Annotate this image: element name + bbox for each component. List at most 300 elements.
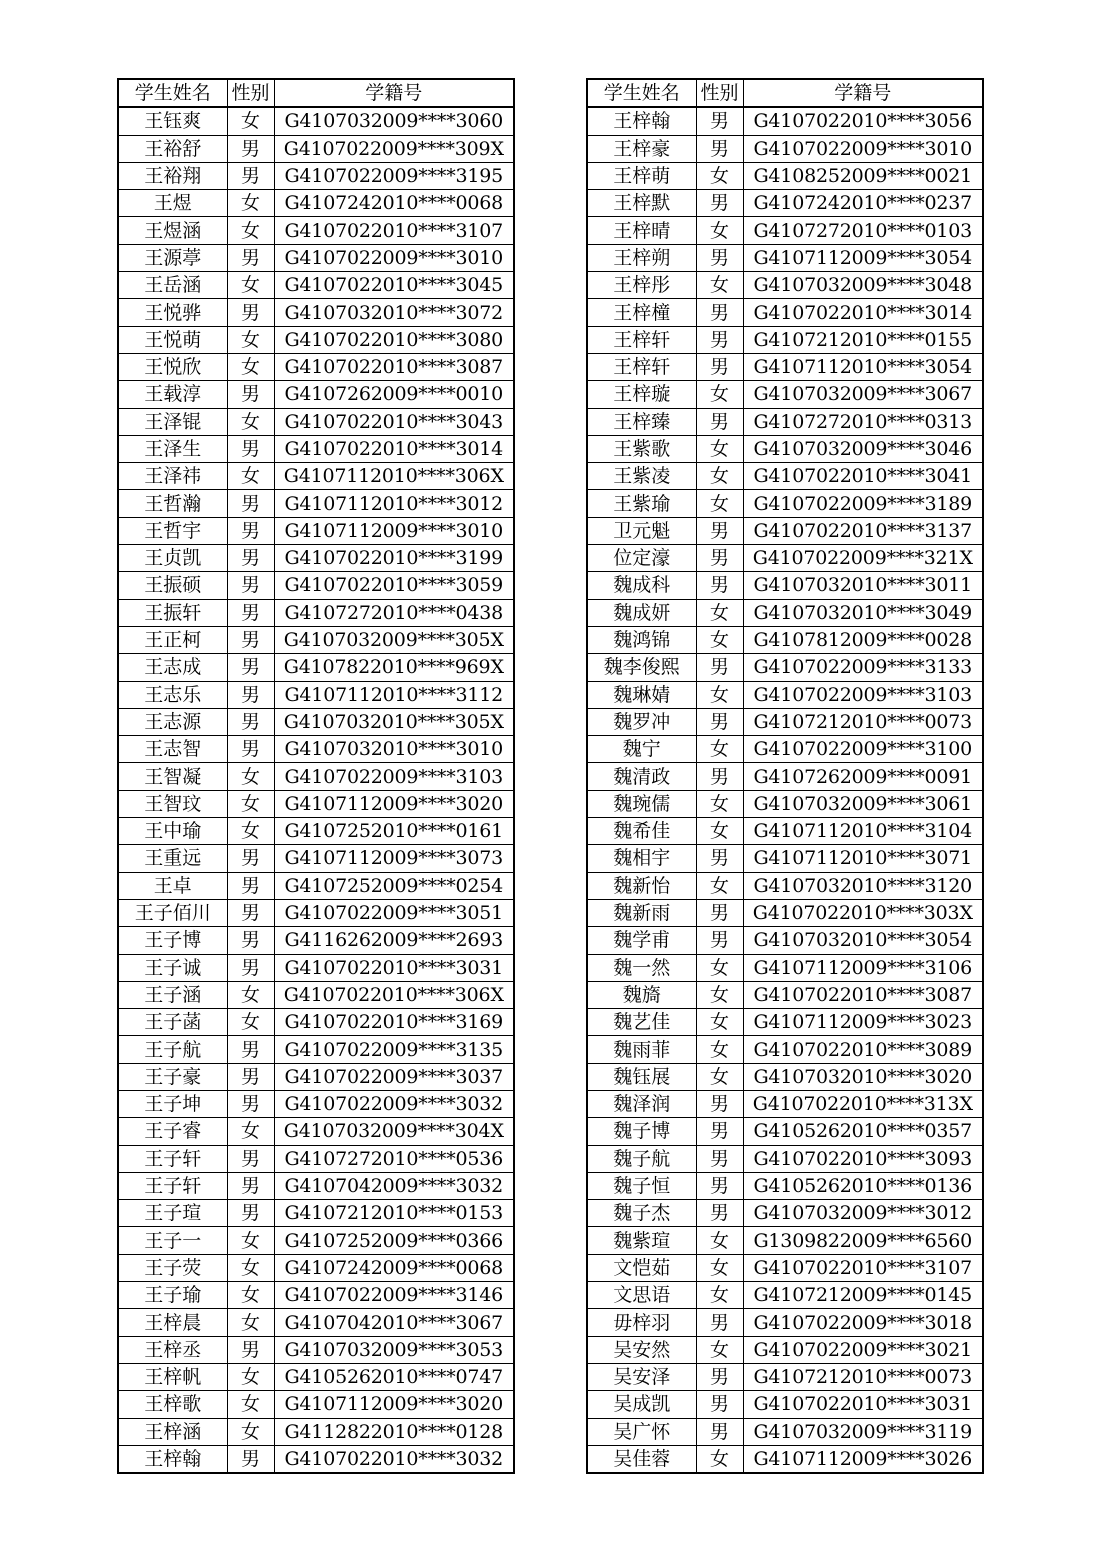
student-name: 魏雨菲 bbox=[587, 1036, 696, 1063]
table-row bbox=[118, 736, 514, 763]
student-id: G4107022009****3018 bbox=[743, 1309, 983, 1336]
table-row bbox=[587, 763, 983, 790]
student-gender: 男 bbox=[227, 708, 274, 735]
student-gender: 女 bbox=[696, 1254, 743, 1281]
student-name: 王紫凌 bbox=[587, 463, 696, 490]
student-name: 王裕翔 bbox=[118, 162, 227, 189]
table-row bbox=[587, 463, 983, 490]
student-id: G4107822010****969X bbox=[274, 654, 514, 681]
student-name: 王梓朔 bbox=[587, 244, 696, 271]
student-gender: 女 bbox=[696, 954, 743, 981]
student-gender: 男 bbox=[227, 736, 274, 763]
student-gender: 男 bbox=[227, 545, 274, 572]
student-name: 魏鸿锦 bbox=[587, 626, 696, 653]
table-row bbox=[587, 626, 983, 653]
student-name: 王志乐 bbox=[118, 681, 227, 708]
student-name: 王煜 bbox=[118, 190, 227, 217]
table-row bbox=[118, 1200, 514, 1227]
student-name: 王梓轩 bbox=[587, 326, 696, 353]
student-gender: 女 bbox=[227, 1309, 274, 1336]
student-id: G4107022009****3189 bbox=[743, 490, 983, 517]
student-id: G4107022009****3103 bbox=[743, 681, 983, 708]
student-id: G4107022009****3037 bbox=[274, 1063, 514, 1090]
student-name: 魏相宇 bbox=[587, 845, 696, 872]
student-gender: 男 bbox=[227, 845, 274, 872]
table-row bbox=[118, 654, 514, 681]
table-row bbox=[587, 1118, 983, 1145]
student-id: G4107022010****3093 bbox=[743, 1145, 983, 1172]
student-id: G4107262009****0010 bbox=[274, 381, 514, 408]
student-id: G4107112009****3023 bbox=[743, 1009, 983, 1036]
student-gender: 男 bbox=[227, 490, 274, 517]
student-id: G4107812009****0028 bbox=[743, 626, 983, 653]
student-name: 吴广怀 bbox=[587, 1418, 696, 1445]
student-id: G4107272010****0313 bbox=[743, 408, 983, 435]
student-gender: 女 bbox=[696, 490, 743, 517]
student-gender: 男 bbox=[696, 517, 743, 544]
table-row bbox=[587, 490, 983, 517]
table-row bbox=[118, 899, 514, 926]
table-row bbox=[587, 217, 983, 244]
table-row bbox=[118, 1336, 514, 1363]
student-id: G4107022009****3100 bbox=[743, 736, 983, 763]
table-row bbox=[118, 763, 514, 790]
student-id: G4107042010****3067 bbox=[274, 1309, 514, 1336]
table-row bbox=[587, 1227, 983, 1254]
student-name: 王志智 bbox=[118, 736, 227, 763]
table-row bbox=[118, 463, 514, 490]
student-gender: 女 bbox=[227, 818, 274, 845]
student-gender: 女 bbox=[227, 981, 274, 1008]
table-row bbox=[587, 1254, 983, 1281]
student-gender: 男 bbox=[227, 899, 274, 926]
student-gender: 男 bbox=[696, 1391, 743, 1418]
student-id: G4107032009****3048 bbox=[743, 272, 983, 299]
student-gender: 男 bbox=[227, 1172, 274, 1199]
student-name: 吴安泽 bbox=[587, 1363, 696, 1390]
table-row bbox=[587, 1063, 983, 1090]
student-name: 王梓豪 bbox=[587, 135, 696, 162]
table-row bbox=[118, 927, 514, 954]
student-id: G4107112009****3020 bbox=[274, 790, 514, 817]
student-id: G4107022010****3041 bbox=[743, 463, 983, 490]
student-gender: 男 bbox=[227, 626, 274, 653]
table-row bbox=[118, 1145, 514, 1172]
table-row bbox=[118, 272, 514, 299]
table-row bbox=[587, 1445, 983, 1473]
table-row bbox=[587, 736, 983, 763]
student-name: 王梓轩 bbox=[587, 353, 696, 380]
student-id: G4107022010****303X bbox=[743, 899, 983, 926]
student-id: G4107022010****3056 bbox=[743, 107, 983, 135]
student-gender: 男 bbox=[227, 517, 274, 544]
student-gender: 男 bbox=[696, 1418, 743, 1445]
student-gender: 女 bbox=[696, 818, 743, 845]
student-id: G4108252009****0021 bbox=[743, 162, 983, 189]
student-id: G4107022010****3031 bbox=[274, 954, 514, 981]
student-name: 王钰爽 bbox=[118, 107, 227, 135]
table-row bbox=[587, 435, 983, 462]
table-row bbox=[118, 244, 514, 271]
student-id: G4107032010****3072 bbox=[274, 299, 514, 326]
table-row bbox=[118, 872, 514, 899]
table-row bbox=[587, 954, 983, 981]
student-id: G4107112009****3106 bbox=[743, 954, 983, 981]
student-gender: 女 bbox=[696, 463, 743, 490]
student-name: 王子诚 bbox=[118, 954, 227, 981]
table-row bbox=[587, 272, 983, 299]
student-gender: 女 bbox=[227, 763, 274, 790]
student-gender: 女 bbox=[696, 381, 743, 408]
student-gender: 男 bbox=[227, 572, 274, 599]
student-id: G4107022009****3103 bbox=[274, 763, 514, 790]
student-gender: 女 bbox=[227, 1118, 274, 1145]
student-name: 王梓涵 bbox=[118, 1418, 227, 1445]
student-name: 王岳涵 bbox=[118, 272, 227, 299]
student-name: 魏紫瑄 bbox=[587, 1227, 696, 1254]
table-row bbox=[587, 1172, 983, 1199]
student-id: G4105262010****0136 bbox=[743, 1172, 983, 1199]
table-row bbox=[587, 818, 983, 845]
student-name: 王梓翰 bbox=[587, 107, 696, 135]
student-id: G4107112010****3054 bbox=[743, 353, 983, 380]
student-gender: 男 bbox=[696, 899, 743, 926]
student-gender: 女 bbox=[696, 1009, 743, 1036]
student-gender: 女 bbox=[227, 1391, 274, 1418]
table-row bbox=[587, 708, 983, 735]
student-gender: 女 bbox=[227, 1227, 274, 1254]
table-row bbox=[118, 845, 514, 872]
student-id: G4112822010****0128 bbox=[274, 1418, 514, 1445]
student-id: G4107032010****3049 bbox=[743, 599, 983, 626]
student-name: 王子涵 bbox=[118, 981, 227, 1008]
student-name: 吴成凯 bbox=[587, 1391, 696, 1418]
student-name: 魏新怡 bbox=[587, 872, 696, 899]
student-name: 魏钰展 bbox=[587, 1063, 696, 1090]
table-row bbox=[118, 708, 514, 735]
student-name: 王志成 bbox=[118, 654, 227, 681]
student-gender: 男 bbox=[227, 1200, 274, 1227]
table-row bbox=[118, 681, 514, 708]
student-name: 王悦欣 bbox=[118, 353, 227, 380]
table-row bbox=[587, 326, 983, 353]
header-gender: 性别 bbox=[227, 79, 274, 107]
table-row bbox=[587, 517, 983, 544]
student-id: G4107212010****0155 bbox=[743, 326, 983, 353]
student-id: G4107212009****0145 bbox=[743, 1282, 983, 1309]
table-row bbox=[118, 299, 514, 326]
student-name: 魏泽润 bbox=[587, 1090, 696, 1117]
student-gender: 男 bbox=[696, 299, 743, 326]
student-name: 位定濠 bbox=[587, 545, 696, 572]
table-row bbox=[587, 408, 983, 435]
student-name: 文思语 bbox=[587, 1282, 696, 1309]
student-id: G4107022009****3133 bbox=[743, 654, 983, 681]
student-id: G4107022009****3021 bbox=[743, 1336, 983, 1363]
student-id: G4116262009****2693 bbox=[274, 927, 514, 954]
student-gender: 女 bbox=[227, 1363, 274, 1390]
table-row bbox=[118, 954, 514, 981]
table-row bbox=[118, 162, 514, 189]
table-row bbox=[118, 1309, 514, 1336]
student-id: G4107032009****3060 bbox=[274, 107, 514, 135]
table-row bbox=[118, 381, 514, 408]
table-row bbox=[587, 299, 983, 326]
student-gender: 男 bbox=[696, 708, 743, 735]
student-name: 卫元魁 bbox=[587, 517, 696, 544]
student-id: G4107032009****3119 bbox=[743, 1418, 983, 1445]
student-gender: 男 bbox=[227, 681, 274, 708]
header-id: 学籍号 bbox=[274, 79, 514, 107]
student-id: G4107022010****3089 bbox=[743, 1036, 983, 1063]
table-row bbox=[118, 790, 514, 817]
student-id: G4107032010****3011 bbox=[743, 572, 983, 599]
student-id: G1309822009****6560 bbox=[743, 1227, 983, 1254]
student-id: G4107022010****306X bbox=[274, 981, 514, 1008]
table-row bbox=[118, 107, 514, 135]
table-row bbox=[118, 981, 514, 1008]
student-name: 王子菡 bbox=[118, 1009, 227, 1036]
student-gender: 女 bbox=[696, 1336, 743, 1363]
student-name: 王哲宇 bbox=[118, 517, 227, 544]
table-row bbox=[587, 1009, 983, 1036]
header-gender: 性别 bbox=[696, 79, 743, 107]
student-name: 魏子航 bbox=[587, 1145, 696, 1172]
student-name: 魏子恒 bbox=[587, 1172, 696, 1199]
table-header-row bbox=[587, 79, 983, 107]
student-gender: 女 bbox=[696, 1063, 743, 1090]
student-name: 王子坤 bbox=[118, 1090, 227, 1117]
student-id: G4107022009****3146 bbox=[274, 1282, 514, 1309]
student-id: G4107032009****3046 bbox=[743, 435, 983, 462]
student-gender: 男 bbox=[696, 190, 743, 217]
table-row bbox=[118, 1445, 514, 1473]
student-id: G4107022010****3045 bbox=[274, 272, 514, 299]
student-id: G4107022010****3014 bbox=[274, 435, 514, 462]
student-gender: 男 bbox=[227, 244, 274, 271]
table-row bbox=[118, 408, 514, 435]
student-id: G4107022010****3087 bbox=[274, 353, 514, 380]
table-row bbox=[587, 790, 983, 817]
table-row bbox=[118, 326, 514, 353]
student-gender: 男 bbox=[227, 381, 274, 408]
student-gender: 男 bbox=[696, 845, 743, 872]
table-row bbox=[587, 1418, 983, 1445]
student-gender: 男 bbox=[696, 1309, 743, 1336]
student-name: 王子豪 bbox=[118, 1063, 227, 1090]
student-name: 王梓晴 bbox=[587, 217, 696, 244]
table-body-left bbox=[118, 107, 514, 1473]
student-id: G4107022009****3010 bbox=[274, 244, 514, 271]
student-id: G4107272010****0536 bbox=[274, 1145, 514, 1172]
student-name: 王泽祎 bbox=[118, 463, 227, 490]
student-gender: 男 bbox=[696, 1200, 743, 1227]
student-id: G4107022010****3087 bbox=[743, 981, 983, 1008]
table-row bbox=[587, 1391, 983, 1418]
table-row bbox=[118, 490, 514, 517]
student-id: G4107032009****3067 bbox=[743, 381, 983, 408]
student-gender: 女 bbox=[696, 162, 743, 189]
table-row bbox=[587, 899, 983, 926]
student-id: G4107112010****3012 bbox=[274, 490, 514, 517]
student-gender: 女 bbox=[227, 1254, 274, 1281]
student-id: G4107112009****3054 bbox=[743, 244, 983, 271]
student-gender: 男 bbox=[227, 1090, 274, 1117]
student-name: 王卓 bbox=[118, 872, 227, 899]
student-gender: 女 bbox=[696, 1282, 743, 1309]
student-id: G4105262010****0747 bbox=[274, 1363, 514, 1390]
student-gender: 女 bbox=[696, 217, 743, 244]
table-row bbox=[118, 1090, 514, 1117]
student-gender: 男 bbox=[227, 954, 274, 981]
table-row bbox=[118, 1418, 514, 1445]
student-name: 王哲瀚 bbox=[118, 490, 227, 517]
student-name: 王振轩 bbox=[118, 599, 227, 626]
student-name: 魏艺佳 bbox=[587, 1009, 696, 1036]
table-row bbox=[118, 190, 514, 217]
student-name: 王梓彤 bbox=[587, 272, 696, 299]
student-name: 王载淳 bbox=[118, 381, 227, 408]
student-name: 王子轩 bbox=[118, 1145, 227, 1172]
student-name: 魏旖 bbox=[587, 981, 696, 1008]
student-gender: 女 bbox=[696, 626, 743, 653]
table-row bbox=[118, 217, 514, 244]
student-name: 王梓默 bbox=[587, 190, 696, 217]
student-name: 魏罗冲 bbox=[587, 708, 696, 735]
student-id: G4107022010****3107 bbox=[274, 217, 514, 244]
student-name: 王子轩 bbox=[118, 1172, 227, 1199]
student-gender: 男 bbox=[696, 1090, 743, 1117]
student-name: 吴安然 bbox=[587, 1336, 696, 1363]
table-row bbox=[587, 244, 983, 271]
student-gender: 男 bbox=[227, 435, 274, 462]
table-row bbox=[587, 1336, 983, 1363]
table-row bbox=[118, 1363, 514, 1390]
table-row bbox=[118, 1036, 514, 1063]
student-id: G4107032009****3012 bbox=[743, 1200, 983, 1227]
student-gender: 男 bbox=[696, 572, 743, 599]
student-gender: 男 bbox=[227, 135, 274, 162]
student-id: G4107032009****304X bbox=[274, 1118, 514, 1145]
student-id: G4107272010****0438 bbox=[274, 599, 514, 626]
table-row bbox=[587, 654, 983, 681]
table-row bbox=[118, 1391, 514, 1418]
student-id: G4107242010****0237 bbox=[743, 190, 983, 217]
student-id: G4107022009****309X bbox=[274, 135, 514, 162]
header-name: 学生姓名 bbox=[118, 79, 227, 107]
student-gender: 男 bbox=[696, 135, 743, 162]
student-name: 王煜涵 bbox=[118, 217, 227, 244]
student-name: 魏李俊熙 bbox=[587, 654, 696, 681]
student-id: G4107022010****313X bbox=[743, 1090, 983, 1117]
student-gender: 男 bbox=[227, 1036, 274, 1063]
student-gender: 女 bbox=[227, 1009, 274, 1036]
student-id: G4107212010****0073 bbox=[743, 1363, 983, 1390]
student-name: 王子瑄 bbox=[118, 1200, 227, 1227]
student-name: 王梓帆 bbox=[118, 1363, 227, 1390]
table-row bbox=[118, 818, 514, 845]
student-name: 王中瑜 bbox=[118, 818, 227, 845]
table-row bbox=[118, 1172, 514, 1199]
student-id: G4107112009****3010 bbox=[274, 517, 514, 544]
table-row bbox=[587, 545, 983, 572]
table-row bbox=[587, 1200, 983, 1227]
student-id: G4107032010****3010 bbox=[274, 736, 514, 763]
table-row bbox=[587, 872, 983, 899]
student-id: G4107022010****3080 bbox=[274, 326, 514, 353]
student-name: 王子睿 bbox=[118, 1118, 227, 1145]
student-id: G4107112009****3073 bbox=[274, 845, 514, 872]
student-name: 魏清政 bbox=[587, 763, 696, 790]
student-id: G4107022010****3137 bbox=[743, 517, 983, 544]
student-id: G4107022009****321X bbox=[743, 545, 983, 572]
student-name: 魏成科 bbox=[587, 572, 696, 599]
student-gender: 女 bbox=[227, 217, 274, 244]
student-gender: 女 bbox=[696, 1227, 743, 1254]
table-row bbox=[118, 1227, 514, 1254]
student-name: 王重远 bbox=[118, 845, 227, 872]
student-gender: 女 bbox=[227, 790, 274, 817]
student-gender: 男 bbox=[227, 599, 274, 626]
student-gender: 女 bbox=[227, 272, 274, 299]
student-name: 王梓臻 bbox=[587, 408, 696, 435]
student-name: 王子荧 bbox=[118, 1254, 227, 1281]
student-id: G4107112010****3112 bbox=[274, 681, 514, 708]
student-id: G4107262009****0091 bbox=[743, 763, 983, 790]
student-gender: 男 bbox=[696, 353, 743, 380]
student-id: G4107032009****3053 bbox=[274, 1336, 514, 1363]
student-table-right bbox=[586, 78, 984, 1474]
student-id: G4107022010****3043 bbox=[274, 408, 514, 435]
student-name: 王悦萌 bbox=[118, 326, 227, 353]
table-row bbox=[118, 1009, 514, 1036]
student-gender: 女 bbox=[696, 681, 743, 708]
student-name: 王梓丞 bbox=[118, 1336, 227, 1363]
student-name: 吴佳蓉 bbox=[587, 1445, 696, 1473]
student-gender: 男 bbox=[227, 299, 274, 326]
student-gender: 男 bbox=[227, 872, 274, 899]
student-name: 王梓晨 bbox=[118, 1309, 227, 1336]
student-id: G4107272010****0103 bbox=[743, 217, 983, 244]
student-id: G4107022010****3199 bbox=[274, 545, 514, 572]
student-id: G4107042009****3032 bbox=[274, 1172, 514, 1199]
table-row bbox=[587, 845, 983, 872]
table-row bbox=[587, 572, 983, 599]
student-id: G4107022009****3032 bbox=[274, 1090, 514, 1117]
table-header-row bbox=[118, 79, 514, 107]
table-body-right bbox=[587, 107, 983, 1473]
student-name: 王智凝 bbox=[118, 763, 227, 790]
student-id: G4107212010****0153 bbox=[274, 1200, 514, 1227]
table-row bbox=[118, 517, 514, 544]
table-row bbox=[587, 1036, 983, 1063]
table-row bbox=[118, 353, 514, 380]
table-row bbox=[118, 1063, 514, 1090]
student-name: 王子航 bbox=[118, 1036, 227, 1063]
student-name: 魏宁 bbox=[587, 736, 696, 763]
student-gender: 男 bbox=[696, 1172, 743, 1199]
table-row bbox=[587, 381, 983, 408]
table-row bbox=[587, 1309, 983, 1336]
student-name: 魏希佳 bbox=[587, 818, 696, 845]
student-gender: 男 bbox=[227, 1445, 274, 1473]
student-name: 魏子博 bbox=[587, 1118, 696, 1145]
student-name: 王志源 bbox=[118, 708, 227, 735]
student-gender: 女 bbox=[696, 872, 743, 899]
table-row bbox=[587, 135, 983, 162]
student-name: 王紫瑜 bbox=[587, 490, 696, 517]
header-name: 学生姓名 bbox=[587, 79, 696, 107]
